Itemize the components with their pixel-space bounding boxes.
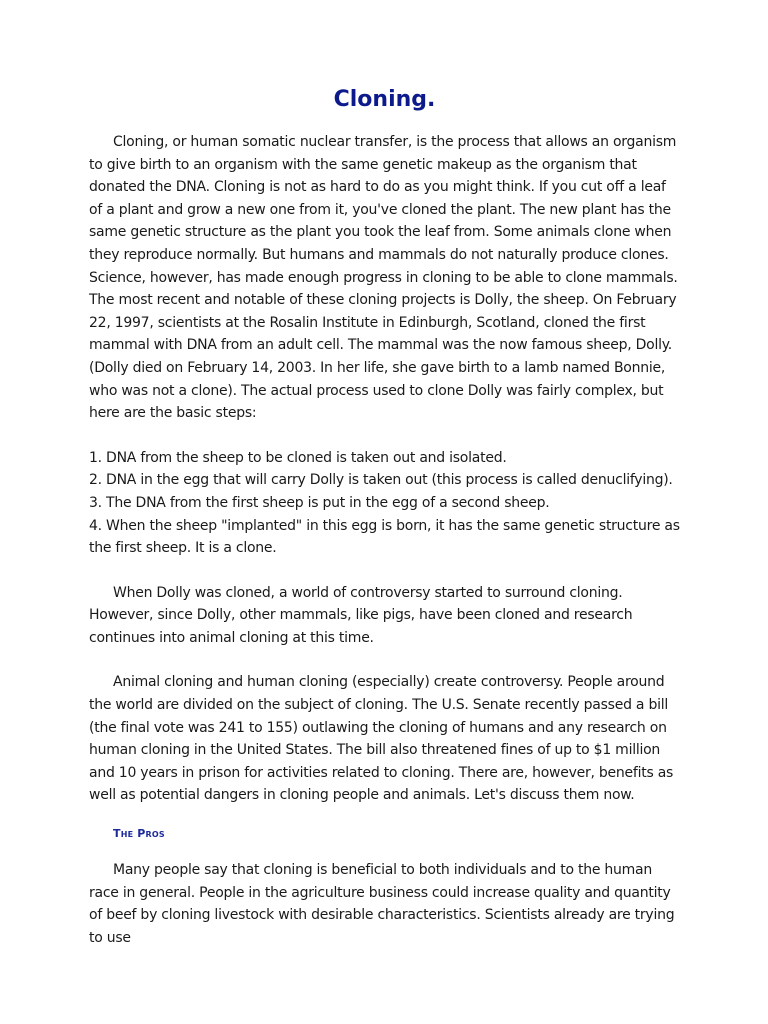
section-heading-pros: The Pros xyxy=(113,827,165,841)
paragraph-spacer xyxy=(89,807,680,823)
step-item: 1. DNA from the sheep to be cloned is taken out and isolated. xyxy=(89,449,507,466)
paragraph-spacer xyxy=(89,845,680,859)
document-title: Cloning. xyxy=(333,87,436,112)
paragraph-spacer xyxy=(89,425,680,447)
pros-paragraph: Many people say that cloning is beneficial to both individuals and to the human race in general. People in the agriculture business could increase quality and quantity of beef by cloning livestock with desirable characteristics. Scientists already are trying to use xyxy=(89,862,675,946)
step-item: 2. DNA in the egg that will carry Dolly is taken out (this process is called denuclifying). xyxy=(89,472,673,489)
intro-paragraph: Cloning, or human somatic nuclear transfer, is the process that allows an organism to give birth to an organism with the same genetic makeup as the organism that donated the DNA. Cloning is not as hard to do as you might think. If you cut off a leaf of a plant and grow a new one from it, you've cloned the plant. The new plant has the same genetic structure as the plant you took the leaf from. Some animals clone when they reproduce normally. But humans and mammals do not naturally produce clones. Science, however, has made enough progress in cloning to be able to clone mammals. The most recent and notable of these cloning projects is Dolly, the sheep. On February 22, 1997, scientists at the Rosalin Institute in Edinburgh, Scotland, cloned the first mammal with DNA from an adult cell. The mammal was the now famous sheep, Dolly. (Dolly died on February 14, 2003. In her life, she gave birth to a lamb named Bonnie, who was not a clone). The actual process used to clone Dolly was fairly complex, but here are the basic steps: xyxy=(89,134,678,422)
paragraph-spacer xyxy=(89,649,680,671)
controversy-paragraph: When Dolly was cloned, a world of controversy started to surround cloning. However, since Dolly, other mammals, like pigs, have been cloned and research continues into animal cloning at this time. xyxy=(89,584,633,646)
step-item: 3. The DNA from the first sheep is put in the egg of a second sheep. xyxy=(89,494,550,511)
cloning-steps-list xyxy=(89,447,680,560)
step-item: 4. When the sheep "implanted" in this egg is born, it has the same genetic structure as the first sheep. It is a clone. xyxy=(89,517,680,557)
paragraph-spacer xyxy=(89,560,680,582)
legislation-paragraph: Animal cloning and human cloning (especially) create controversy. People around the world are divided on the subject of cloning. The U.S. Senate recently passed a bill (the final vote was 241 to 155) outlawing the cloning of humans and any research on human cloning in the United States. The bill also threatened fines of up to $1 million and 10 years in prison for activities related to cloning. There are, however, benefits as well as potential dangers in cloning people and animals. Let's discuss them now. xyxy=(89,674,674,804)
